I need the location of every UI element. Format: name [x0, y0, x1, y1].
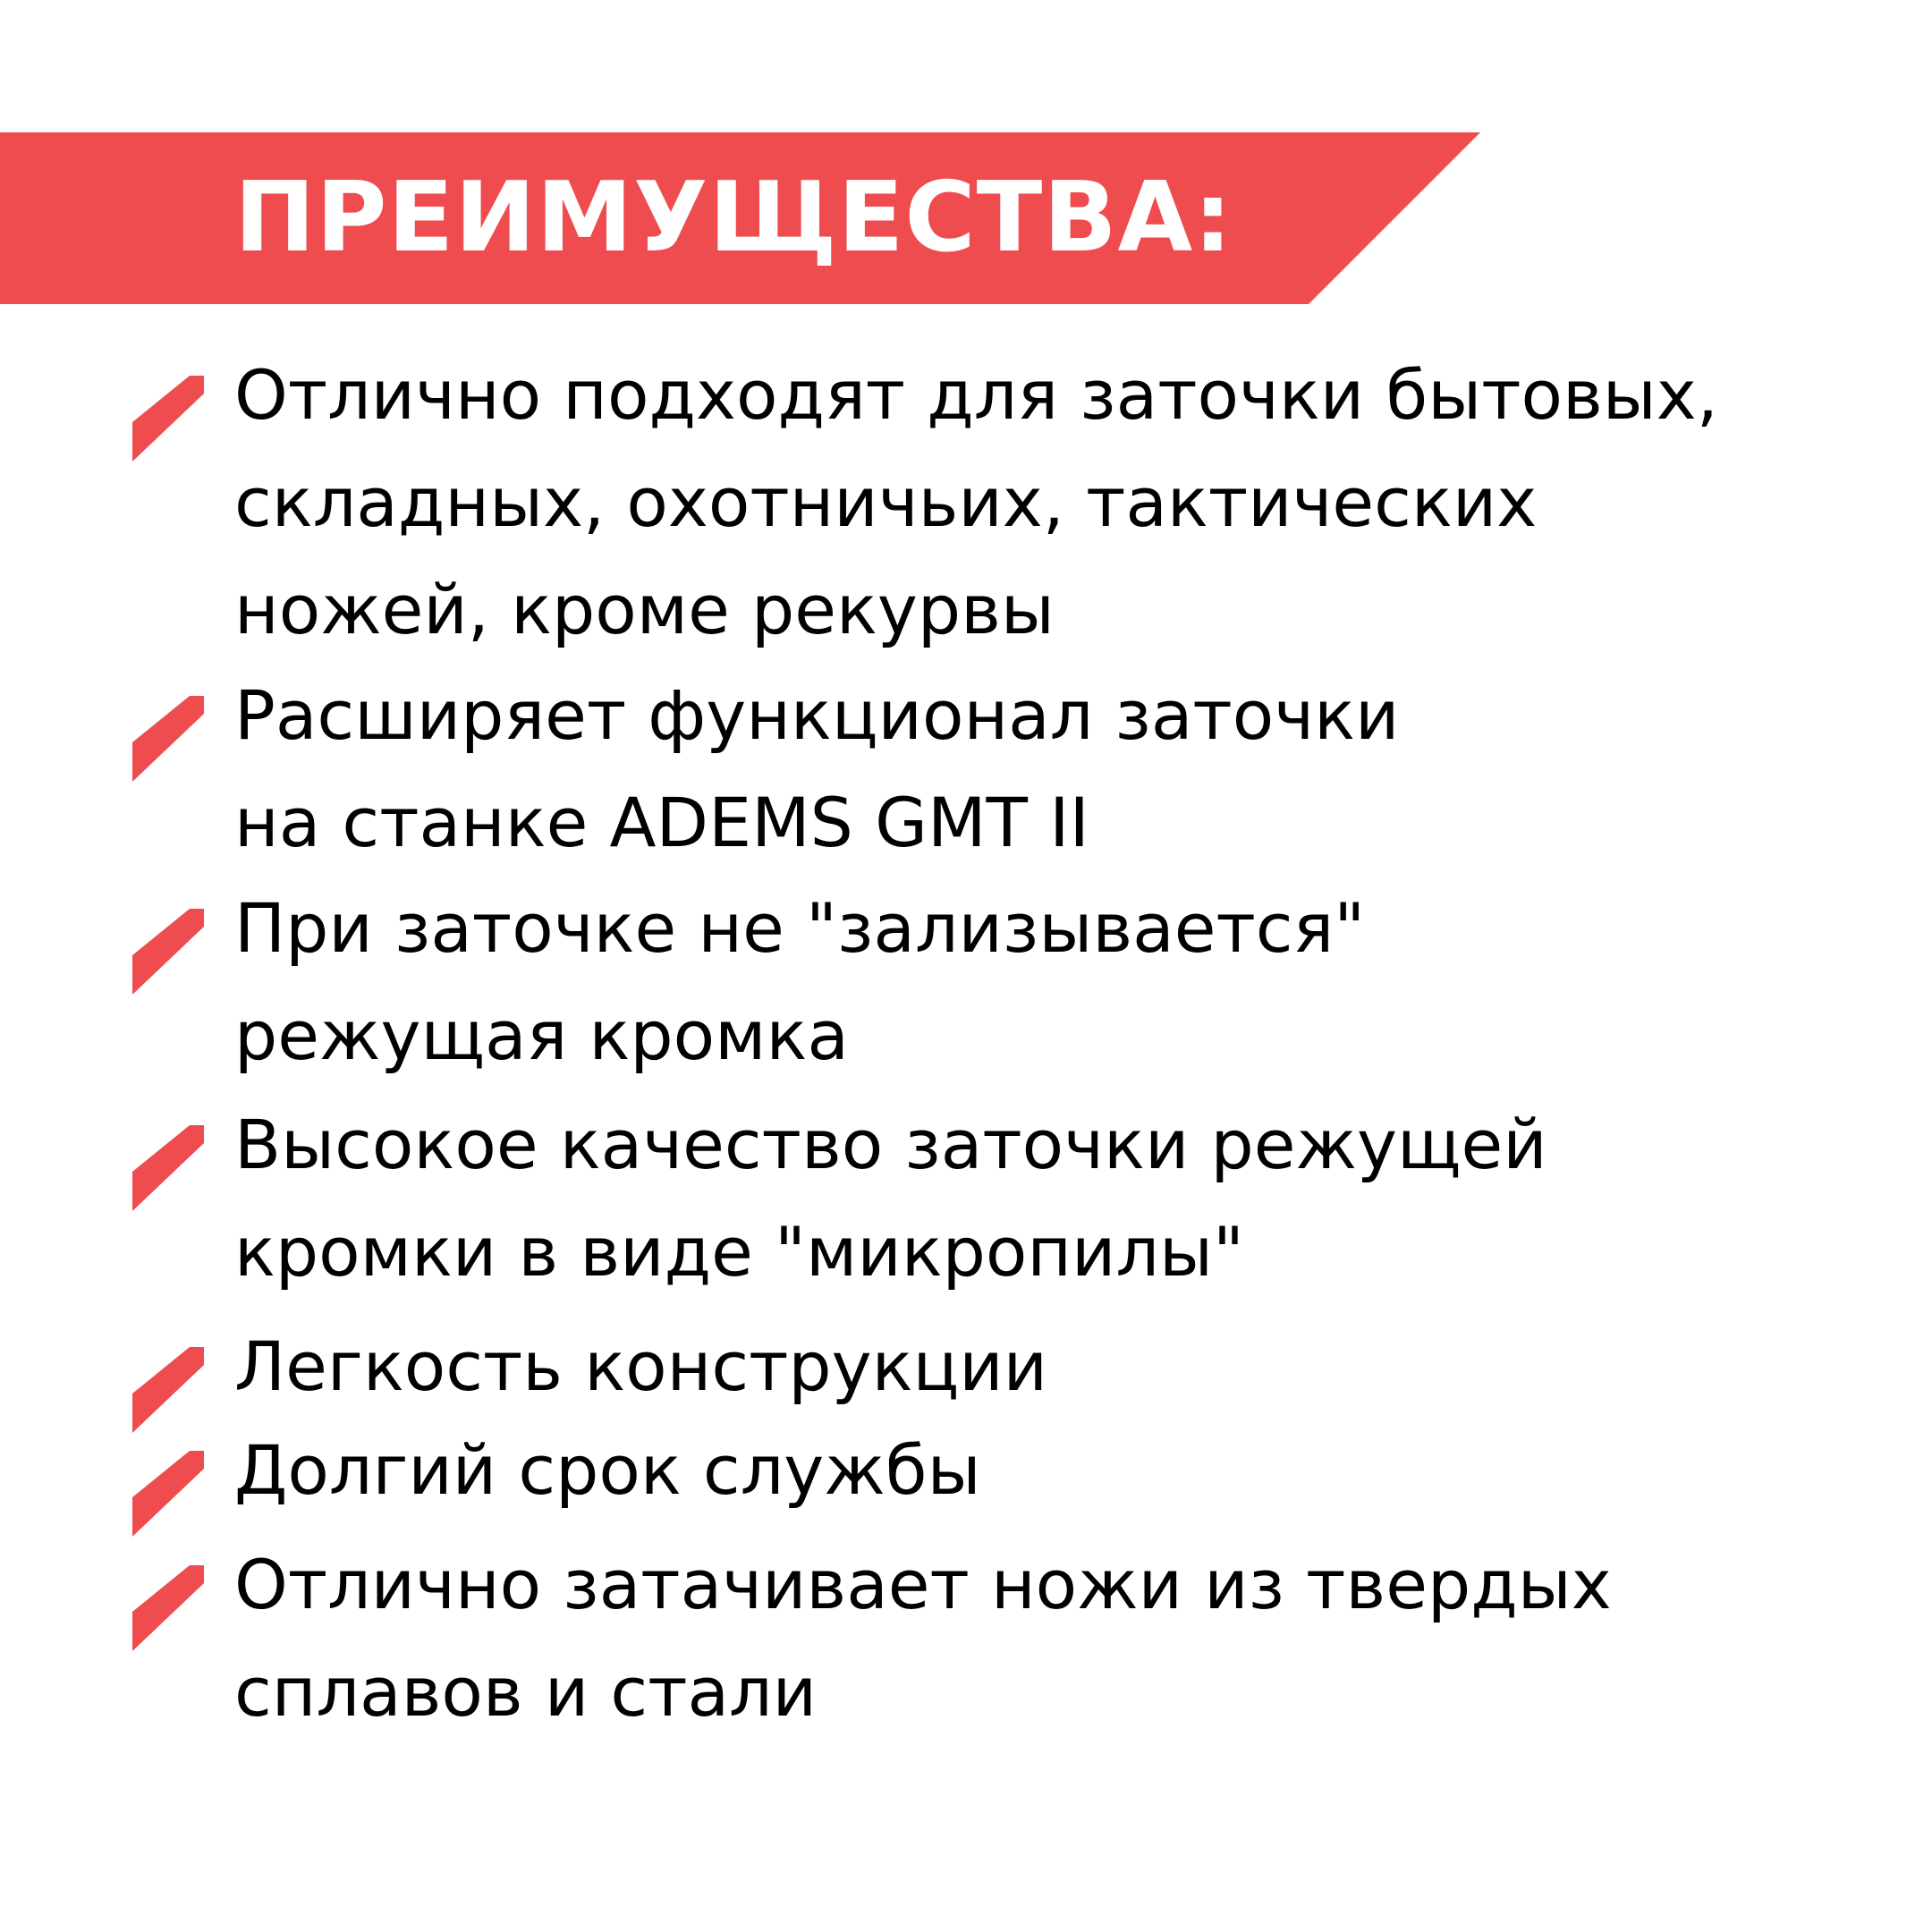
- list-item-text: Отлично затачивает ножи из твердых сплавов и стали: [234, 1545, 1612, 1732]
- red-slash-icon: [132, 1565, 204, 1651]
- list-item-text: Расширяет функционал заточки на станке ADEMS GMT II: [234, 675, 1400, 862]
- red-slash-icon: [132, 909, 204, 995]
- list-item-text: Легкость конструкции: [234, 1326, 1048, 1406]
- red-slash-icon: [132, 1347, 204, 1433]
- red-slash-icon: [132, 1125, 204, 1211]
- banner-title: ПРЕИМУЩЕСТВА:: [234, 162, 1233, 274]
- list-item-text: Долгий срок службы: [234, 1430, 981, 1510]
- red-slash-icon: [132, 1451, 204, 1537]
- red-slash-icon: [132, 376, 204, 462]
- red-slash-icon: [132, 696, 204, 782]
- list-item-text: При заточке не "зализывается" режущая кромка: [234, 888, 1366, 1075]
- list-item-text: Высокое качество заточки режущей кромки в виде "микропилы": [234, 1105, 1547, 1292]
- list-item-text: Отлично подходят для заточки бытовых, складных, охотничьих, тактических ножей, кроме рекурвы: [234, 355, 1718, 649]
